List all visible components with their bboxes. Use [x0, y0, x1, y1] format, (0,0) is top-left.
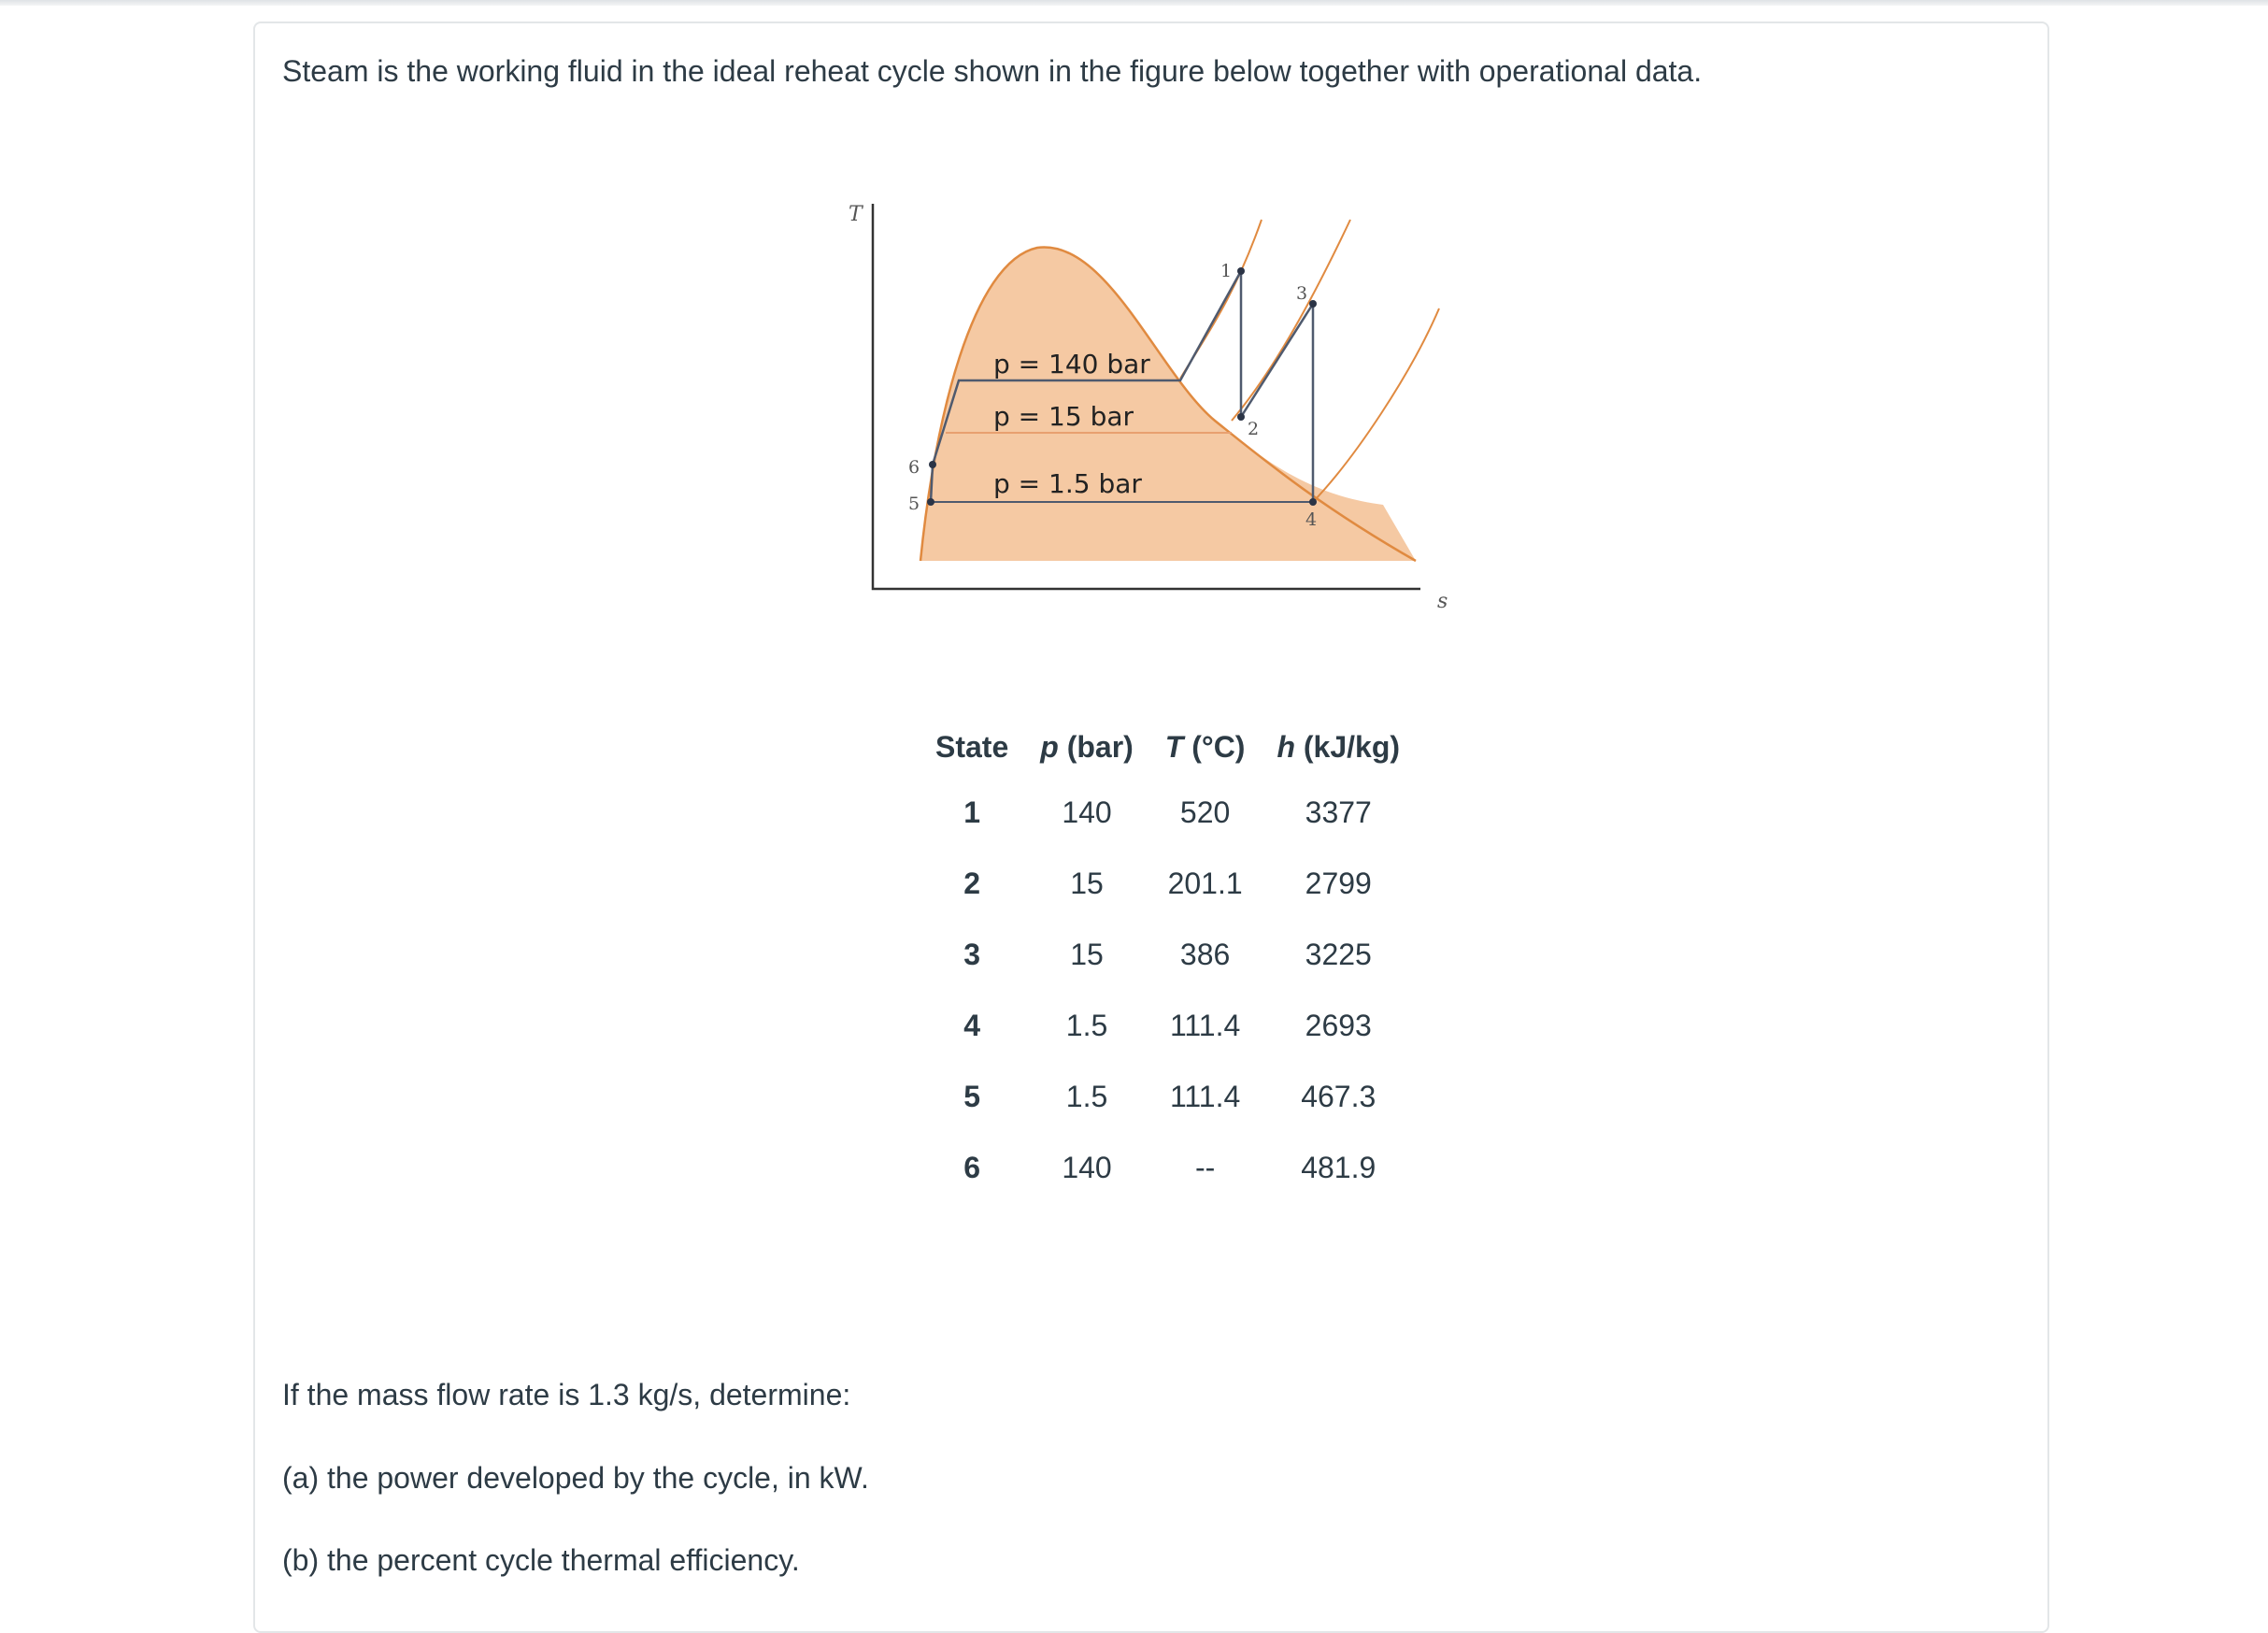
cell-h: 481.9	[1301, 1150, 1376, 1184]
col-t	[1149, 717, 1262, 777]
state-point-1	[1237, 267, 1245, 275]
cell-h: 3377	[1305, 795, 1372, 829]
top-bar	[0, 0, 2268, 6]
cell-t: 111.4	[1169, 1079, 1241, 1113]
cell-state: 5	[963, 1079, 981, 1113]
question-part-b: (b) the percent cycle thermal efficiency.	[282, 1543, 800, 1577]
cell-p: 15	[1070, 937, 1104, 971]
cell-state: 4	[963, 1008, 981, 1042]
cell-state: 2	[963, 866, 981, 900]
state-point-4	[1309, 498, 1317, 506]
col-h-unit: (kJ/kg)	[1295, 729, 1401, 764]
state-table	[920, 717, 1416, 1203]
cell-t: 111.4	[1169, 1008, 1241, 1042]
cell-state: 6	[963, 1150, 981, 1184]
cell-t: 520	[1179, 795, 1231, 829]
state-point-2	[1237, 413, 1245, 421]
table-row	[920, 777, 1416, 848]
state-label-3: 3	[1296, 283, 1308, 304]
ts-diagram	[822, 187, 1476, 626]
question-part-a: (a) the power developed by the cycle, in kW.	[282, 1461, 869, 1495]
state-label-2: 2	[1248, 419, 1260, 439]
state-label-6: 6	[908, 457, 920, 478]
state-point-3	[1309, 300, 1317, 308]
axis-t-label: T	[849, 203, 863, 226]
cell-p: 140	[1062, 795, 1112, 829]
cell-h: 2693	[1305, 1008, 1372, 1042]
table-row	[920, 990, 1416, 1061]
state-point-5	[927, 498, 934, 506]
table-row	[920, 919, 1416, 990]
isobar-140-superheat	[1180, 220, 1262, 379]
cell-p: 1.5	[1065, 1079, 1108, 1113]
cell-state: 3	[963, 937, 981, 971]
cell-p: 140	[1062, 1150, 1112, 1184]
p15-label: p = 15 bar	[993, 401, 1134, 432]
cell-p: 15	[1070, 866, 1104, 900]
axis-s-label: s	[1437, 590, 1448, 613]
cell-h: 2799	[1305, 866, 1372, 900]
col-t-unit: (°C)	[1183, 729, 1246, 764]
cell-h: 3225	[1305, 937, 1372, 971]
col-t-var: T	[1164, 729, 1184, 764]
cell-t: --	[1194, 1150, 1216, 1184]
col-p	[1024, 717, 1149, 777]
cell-t: 386	[1179, 937, 1231, 971]
state-label-1: 1	[1220, 261, 1233, 281]
state-label-4: 4	[1305, 509, 1318, 530]
cell-state: 1	[963, 795, 981, 829]
col-h-var: h	[1277, 729, 1295, 764]
col-p-unit: (bar)	[1058, 729, 1134, 764]
state-point-6	[929, 461, 936, 468]
p1-5-label: p = 1.5 bar	[993, 468, 1142, 499]
table-row	[920, 1132, 1416, 1203]
table-row	[920, 1061, 1416, 1132]
cell-t: 201.1	[1167, 866, 1243, 900]
state-label-5: 5	[908, 494, 920, 514]
question-prompt: If the mass flow rate is 1.3 kg/s, determine:	[282, 1378, 851, 1411]
cell-h: 467.3	[1301, 1079, 1376, 1113]
p140-label: p = 140 bar	[993, 349, 1150, 380]
col-state: State	[935, 729, 1009, 764]
col-h	[1261, 717, 1416, 777]
col-p-var: p	[1040, 729, 1059, 764]
table-row	[920, 848, 1416, 919]
cell-p: 1.5	[1065, 1008, 1108, 1042]
isobar-1-5-superheat	[1313, 308, 1439, 502]
question-intro: Steam is the working fluid in the ideal reheat cycle shown in the figure below together with operational data.	[282, 54, 1703, 88]
table-header-row	[920, 717, 1416, 777]
